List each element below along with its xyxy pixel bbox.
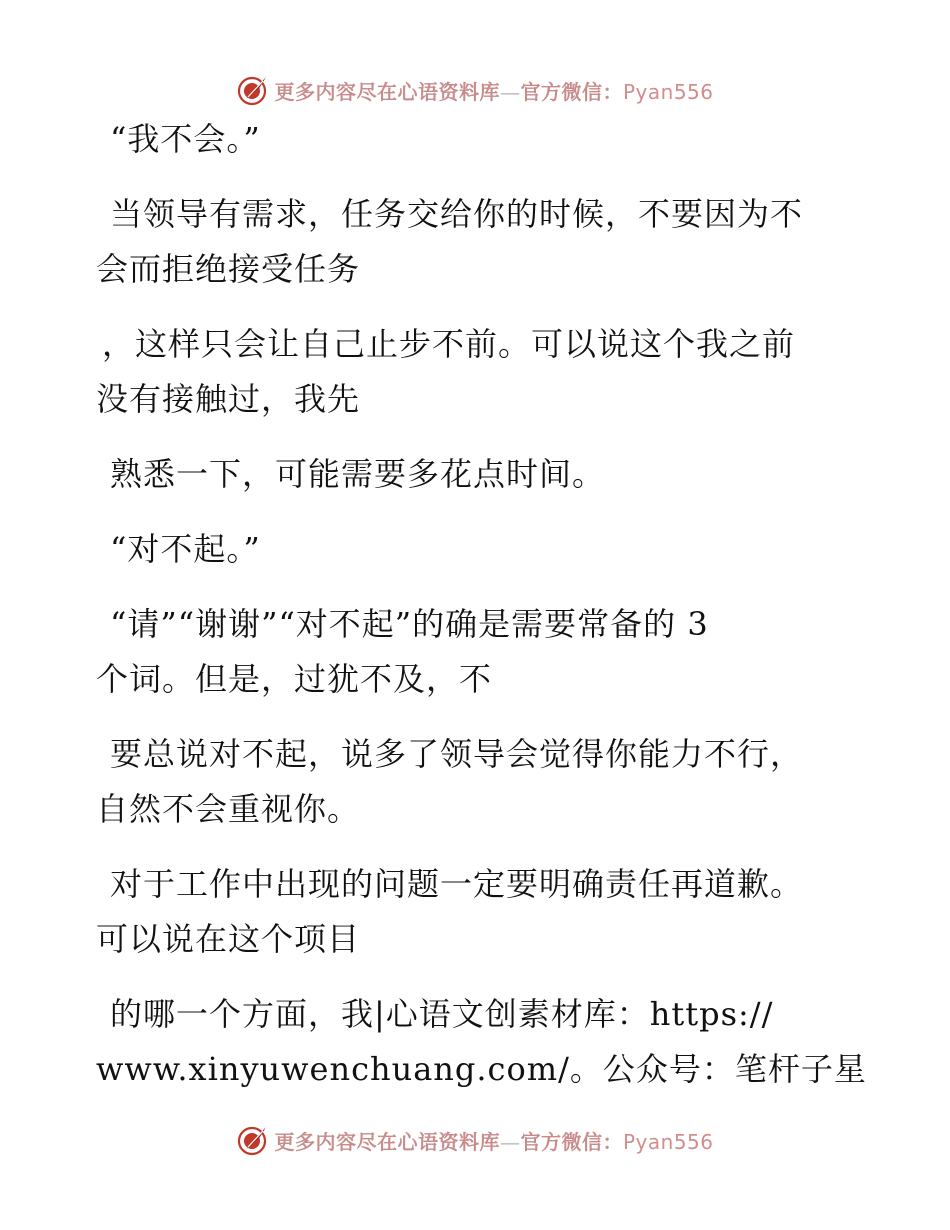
paragraph-line: 的哪一个方面，我|心语文创素材库：https:// — [110, 995, 774, 1033]
paragraph-line: “对不起。” — [110, 530, 261, 568]
paragraph-line: 会而拒绝接受任务 — [96, 250, 361, 288]
paragraph — [96, 857, 836, 967]
paragraph — [96, 522, 836, 577]
footer-banner-text: 更多内容尽在心语资料库—官方微信：Pyan556 — [274, 1129, 714, 1154]
paragraph-line: “请”“谢谢”“对不起”的确是需要常备的 3 — [110, 605, 709, 643]
paragraph — [96, 987, 867, 1097]
paragraph-line: “我不会。” — [110, 120, 261, 158]
footer-banner — [0, 1120, 950, 1160]
paragraph — [96, 447, 836, 502]
paragraph — [96, 187, 836, 297]
paragraph-line: 要总说对不起，说多了领导会觉得你能力不行， — [110, 735, 804, 773]
paragraph — [96, 317, 836, 427]
paragraph-line: 个词。但是，过犹不及，不 — [96, 660, 493, 698]
document-body — [96, 112, 867, 1117]
paragraph-line: 自然不会重视你。 — [96, 790, 361, 828]
quill-logo-icon — [236, 1123, 270, 1157]
paragraph — [110, 112, 836, 167]
paragraph-line: www.xinyuwenchuang.com/。公众号：笔杆子星 — [96, 1050, 867, 1088]
paragraph-line: 熟悉一下，可能需要多花点时间。 — [110, 455, 606, 493]
paragraph-line: 当领导有需求，任务交给你的时候，不要因为不 — [110, 195, 804, 233]
paragraph — [96, 727, 836, 837]
paragraph-line: 对于工作中出现的问题一定要明确责任再道歉。 — [110, 865, 804, 903]
paragraph-line: 可以说在这个项目 — [96, 920, 361, 958]
paragraph-line: ，这样只会让自己止步不前。可以说这个我之前 — [102, 325, 796, 363]
paragraph — [96, 597, 836, 707]
header-banner — [0, 70, 950, 110]
paragraph-line: 没有接触过，我先 — [96, 380, 361, 418]
header-banner-text: 更多内容尽在心语资料库—官方微信：Pyan556 — [274, 79, 714, 104]
quill-logo-icon — [236, 73, 270, 107]
